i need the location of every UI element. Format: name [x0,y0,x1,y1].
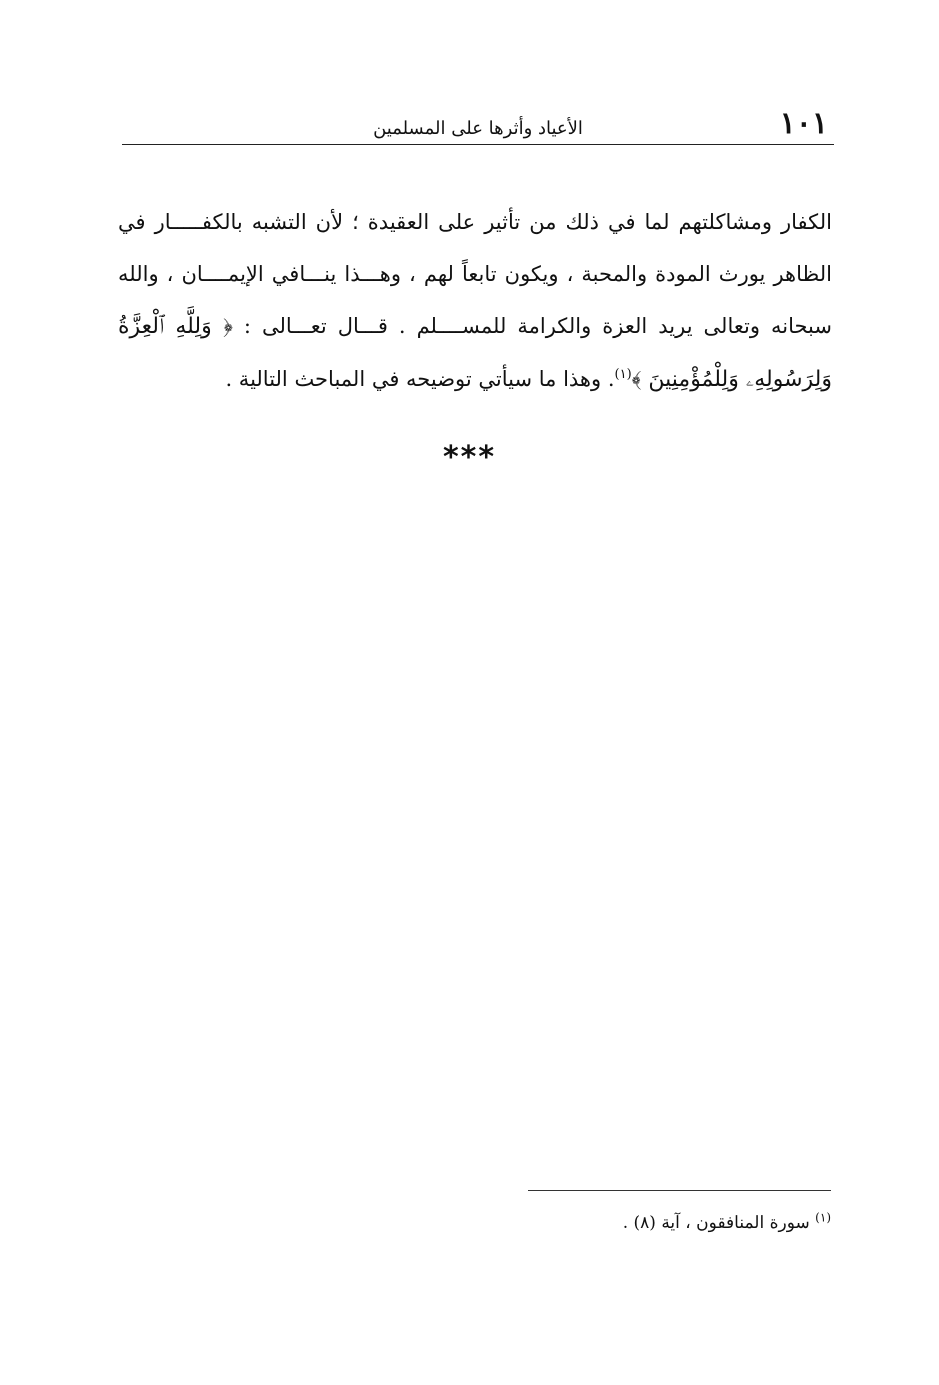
body-text-segment: . وهذا ما سيأتي توضيحه في المباحث التالية . [225,367,615,391]
footnote [623,1205,831,1241]
page-number: ١٠١ [779,106,828,141]
quran-verse: ﴿ وَلِلَّهِ ٱلْعِزَّةُ وَلِرَسُولِهِۦ وَلِلْمُؤْمِنِينَ ﴾ [118,314,832,392]
running-header [122,104,834,145]
body-text-segment: الكفار ومشاكلتهم لما في ذلك من تأثير على العقيدة ؛ لأن التشبه بالكفـــــار في الظاهر يورث المودة والمحبة ، ويكون تابعاً لهم ، وهـــذا ينـــافي الإيمــــان ، والله سبحانه وتعالى يريد العزة والكرامة للمســــلم . قـــال تعـــالى : [118,210,832,338]
footnote-reference: (١) [614,367,632,382]
footnote-divider [528,1190,831,1191]
footnote-marker: (١) [815,1210,831,1225]
body-paragraph [118,196,832,406]
running-title: الأعياد وأثرها على المسلمين [373,118,583,139]
footnote-text: سورة المنافقون ، آية (٨) . [622,1213,810,1233]
section-separator: *** [442,440,497,475]
